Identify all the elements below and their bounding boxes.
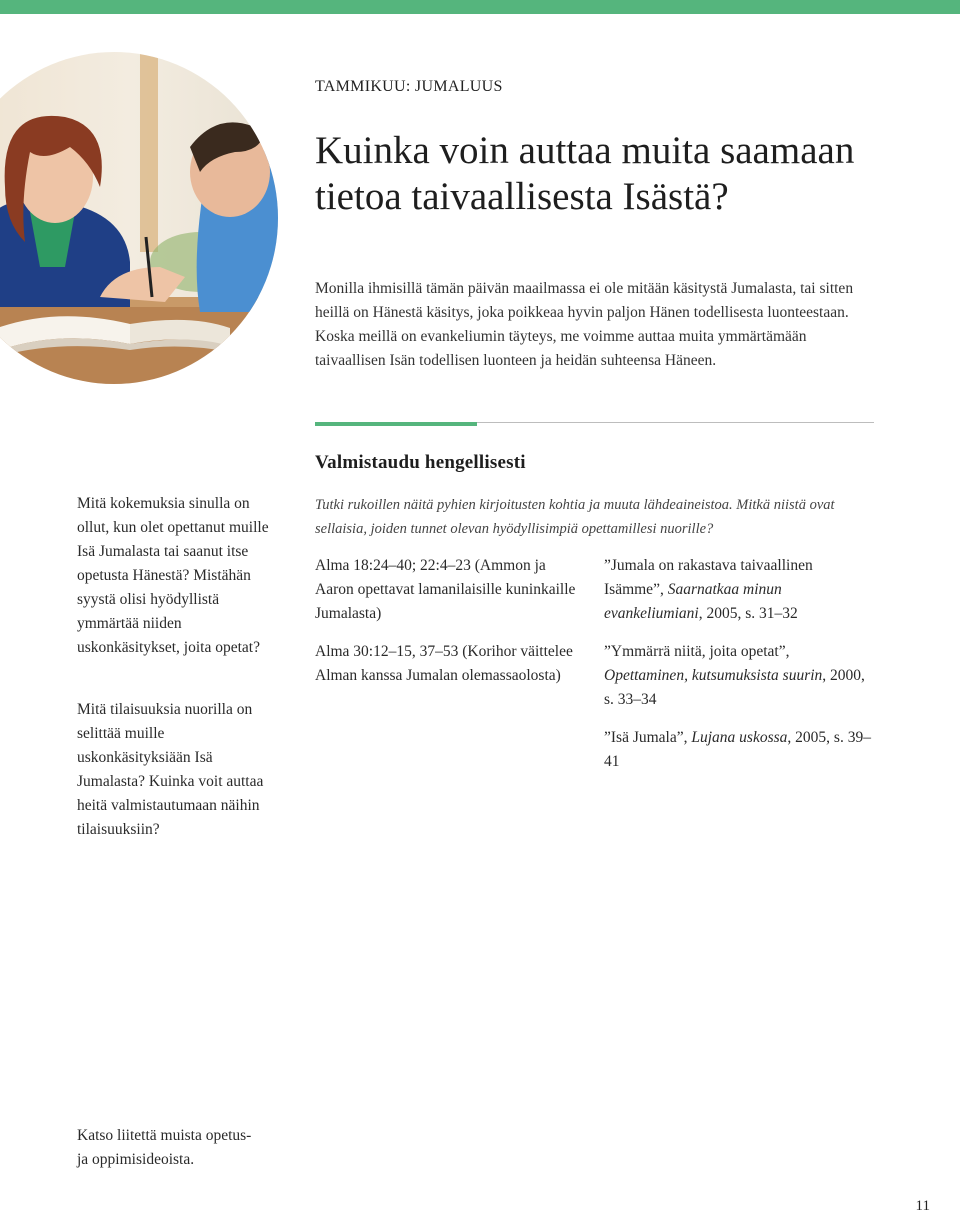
study-instructions: Tutki rukoillen näitä pyhien kirjoitusten kohtia ja muuta lähdeaineistoa. Mitkä niistä ovat sellaisia, joiden tunnet olevan hyödyllisimpiä opettamillesi nuorille?	[315, 497, 835, 537]
study-photo	[0, 52, 278, 384]
resource-detail: , 2005, s. 31–32	[698, 605, 798, 622]
month-topic-label: TAMMIKUU: JUMALUUS	[315, 78, 503, 95]
scripture-reference-1: Alma 18:24–40; 22:4–23 (Ammon ja Aaron opettavat lamanilaisille kuninkaille Jumalasta)	[315, 557, 576, 622]
resource-source: Opettaminen, kutsumuksista suurin	[604, 667, 823, 684]
resource-title: ”Isä Jumala”,	[604, 729, 692, 746]
resource-title: ”Jumala on rakastava taivaallinen Isämme”,	[604, 557, 813, 598]
page-number: 11	[915, 1198, 930, 1214]
resource-reference-2	[604, 640, 874, 712]
page-title: Kuinka voin auttaa muita saamaan tietoa taivaallisesta Isästä?	[315, 129, 855, 218]
resource-source: Saarnatkaa minun evankeliumiani	[604, 581, 782, 622]
section-divider-accent	[315, 422, 477, 426]
scripture-reference-2: Alma 30:12–15, 37–53 (Korihor väittelee Alman kanssa Jumalan olemassaolosta)	[315, 643, 573, 684]
section-heading: Valmistaudu hengellisesti	[315, 452, 526, 473]
resource-title: ”Ymmärrä niitä, joita opetat”,	[604, 643, 790, 660]
resource-reference-1	[604, 554, 874, 626]
intro-paragraph: Monilla ihmisillä tämän päivän maailmassa ei ole mitään käsitystä Jumalasta, tai sitten heillä on Hänestä käsitys, joka poikkeaa hyvin paljon Hänen todellisesta luonteestaan. Koska meillä on evankeliumin täyteys, me voimme auttaa muita ymmärtämään taivaallisen Isän todellisen luonteen ja heidän suhteensa Häneen.	[315, 280, 854, 369]
resource-source: Lujana uskossa	[691, 729, 788, 746]
resource-detail: , 2000, s. 33–34	[604, 667, 865, 708]
appendix-note: Katso liitettä muista opetus- ja oppimisideoista.	[77, 1127, 252, 1168]
sidebar-question-1: Mitä kokemuksia sinulla on ollut, kun olet opettanut muille Isä Jumalasta tai saanut itse opetusta Hänestä? Mistähän syystä olisi hyödyllistä ymmärtää niiden uskonkäsitykset, joita opetat?	[77, 495, 269, 656]
top-accent-bar	[0, 0, 960, 14]
resource-detail: , 2005, s. 39–41	[604, 729, 871, 770]
resource-reference-3	[604, 726, 874, 774]
sidebar-question-2: Mitä tilaisuuksia nuorilla on selittää muille uskonkäsityksiään Isä Jumalasta? Kuinka voit auttaa heitä valmistautumaan näihin tilaisuuksiin?	[77, 701, 264, 838]
